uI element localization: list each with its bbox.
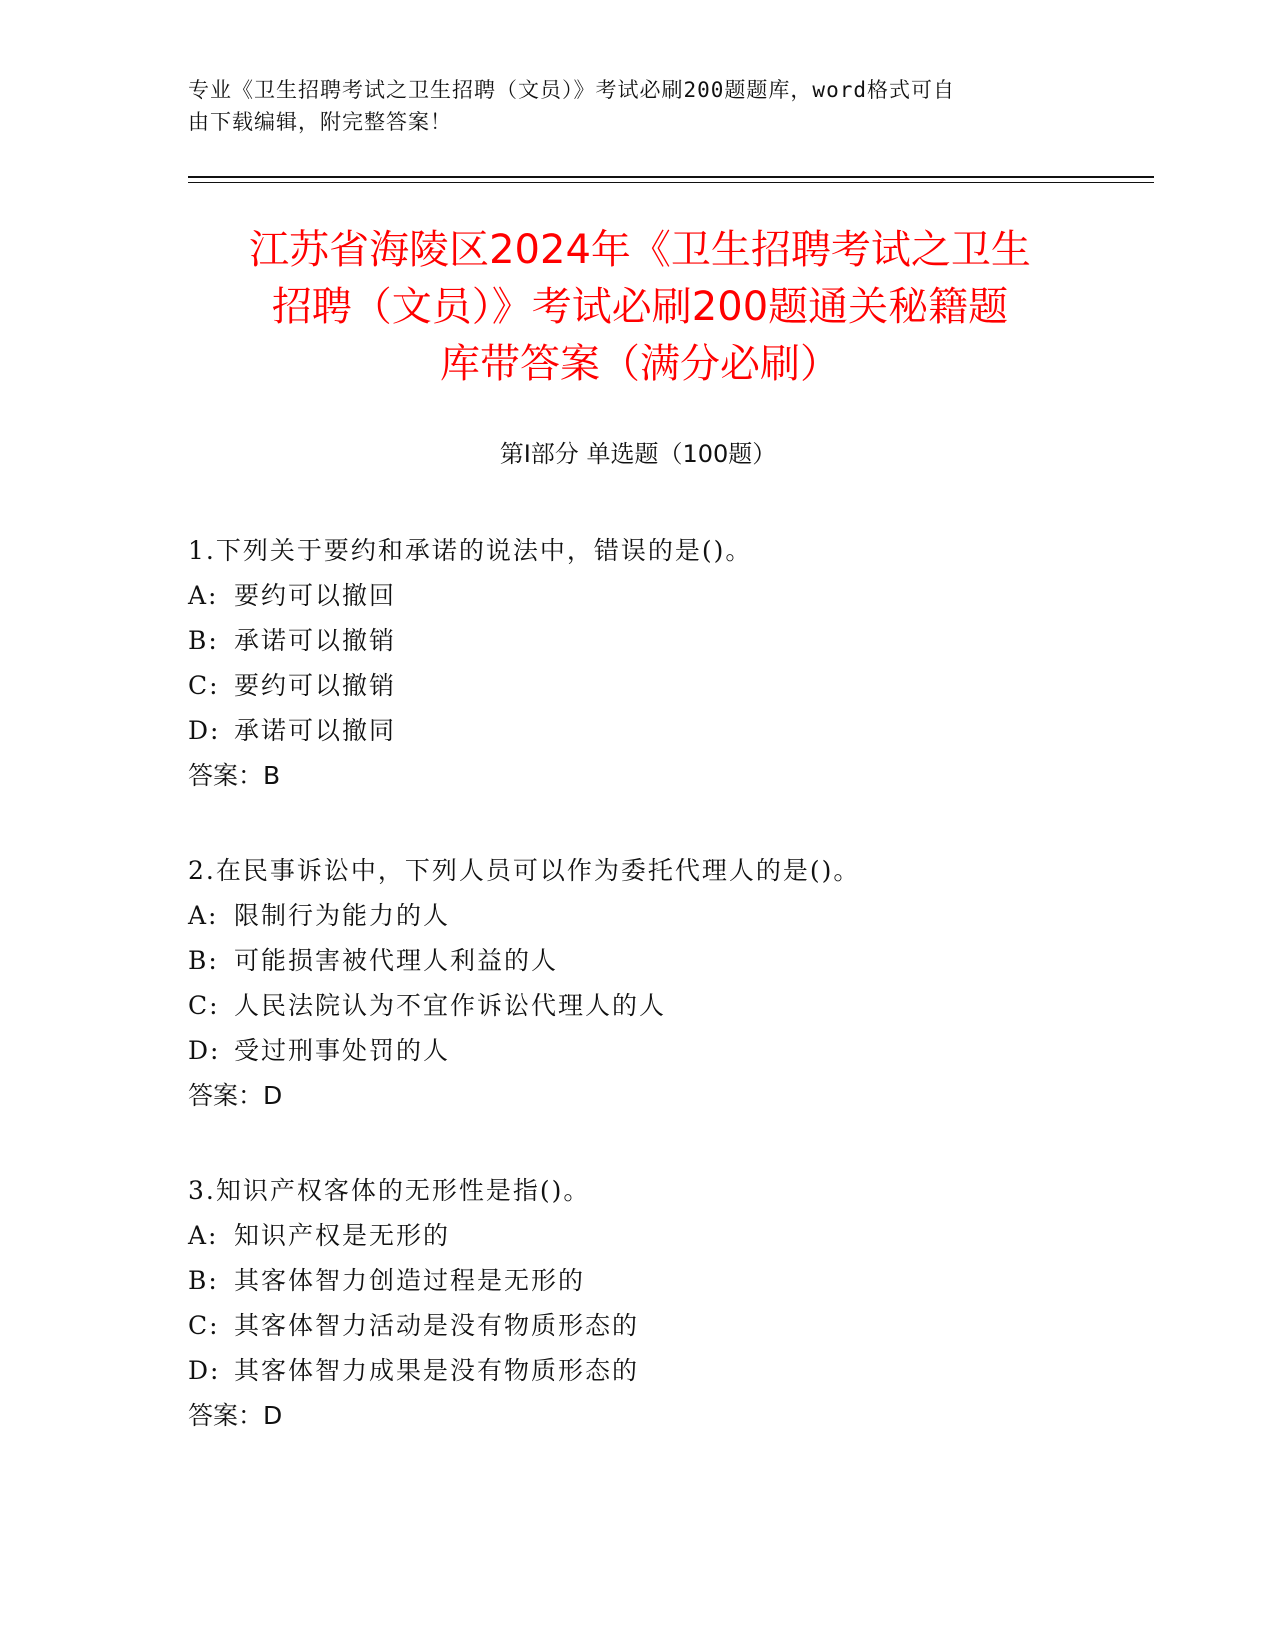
question-item (188, 848, 1088, 1118)
option-a (188, 1213, 1088, 1258)
question-stem: 3.知识产权客体的无形性是指()。 (188, 1176, 591, 1205)
option-text: 要约可以撤销 (234, 671, 397, 700)
option-letter: A: (188, 901, 219, 930)
option-d (188, 1348, 1088, 1393)
option-text: 人民法院认为不宜作诉讼代理人的人 (234, 991, 667, 1020)
option-b (188, 1258, 1088, 1303)
answer-line: 答案：D (188, 1081, 283, 1110)
option-text: 其客体智力活动是没有物质形态的 (234, 1311, 640, 1340)
question-item (188, 1168, 1088, 1438)
header-rule-thin (188, 182, 1154, 183)
header-rule-thick (188, 176, 1154, 178)
option-text: 受过刑事处罚的人 (234, 1036, 451, 1065)
option-d (188, 1028, 1088, 1073)
option-text: 承诺可以撤销 (234, 626, 397, 655)
title-line-3: 库带答案（满分必刷） (440, 341, 840, 387)
option-letter: A: (188, 1221, 219, 1250)
option-text: 知识产权是无形的 (234, 1221, 451, 1250)
question-stem: 1.下列关于要约和承诺的说法中，错误的是()。 (188, 536, 753, 565)
section-heading: 第Ⅰ部分 单选题（100题） (499, 440, 777, 468)
answer-line: 答案：B (188, 761, 281, 790)
header-note-line-1: 专业《卫生招聘考试之卫生招聘（文员）》考试必刷200题题库，word格式可自 (188, 78, 955, 102)
option-letter: C: (188, 991, 220, 1020)
option-a (188, 573, 1088, 618)
option-text: 其客体智力成果是没有物质形态的 (234, 1356, 640, 1385)
option-a (188, 893, 1088, 938)
option-letter: C: (188, 671, 220, 700)
option-letter: B: (188, 946, 219, 975)
option-letter: B: (188, 1266, 219, 1295)
question-stem: 2.在民事诉讼中，下列人员可以作为委托代理人的是()。 (188, 856, 861, 885)
option-letter: D: (188, 1356, 221, 1385)
option-text: 承诺可以撤同 (234, 716, 397, 745)
header-note-line-2: 由下载编辑，附完整答案！ (188, 110, 452, 134)
option-b (188, 938, 1088, 983)
option-c (188, 663, 1088, 708)
header-note (188, 74, 1068, 138)
question-item (188, 528, 1088, 798)
option-letter: B: (188, 626, 219, 655)
option-letter: C: (188, 1311, 220, 1340)
option-b (188, 618, 1088, 663)
document-title (180, 222, 1100, 393)
option-text: 限制行为能力的人 (234, 901, 451, 930)
option-c (188, 1303, 1088, 1348)
option-d (188, 708, 1088, 753)
title-line-2: 招聘（文员）》考试必刷200题通关秘籍题 (271, 284, 1009, 330)
option-letter: D: (188, 716, 221, 745)
option-letter: D: (188, 1036, 221, 1065)
option-letter: A: (188, 581, 219, 610)
option-c (188, 983, 1088, 1028)
title-line-1: 江苏省海陵区2024年《卫生招聘考试之卫生 (249, 227, 1031, 273)
option-text: 可能损害被代理人利益的人 (234, 946, 559, 975)
option-text: 其客体智力创造过程是无形的 (234, 1266, 586, 1295)
answer-line: 答案：D (188, 1401, 283, 1430)
option-text: 要约可以撤回 (234, 581, 397, 610)
